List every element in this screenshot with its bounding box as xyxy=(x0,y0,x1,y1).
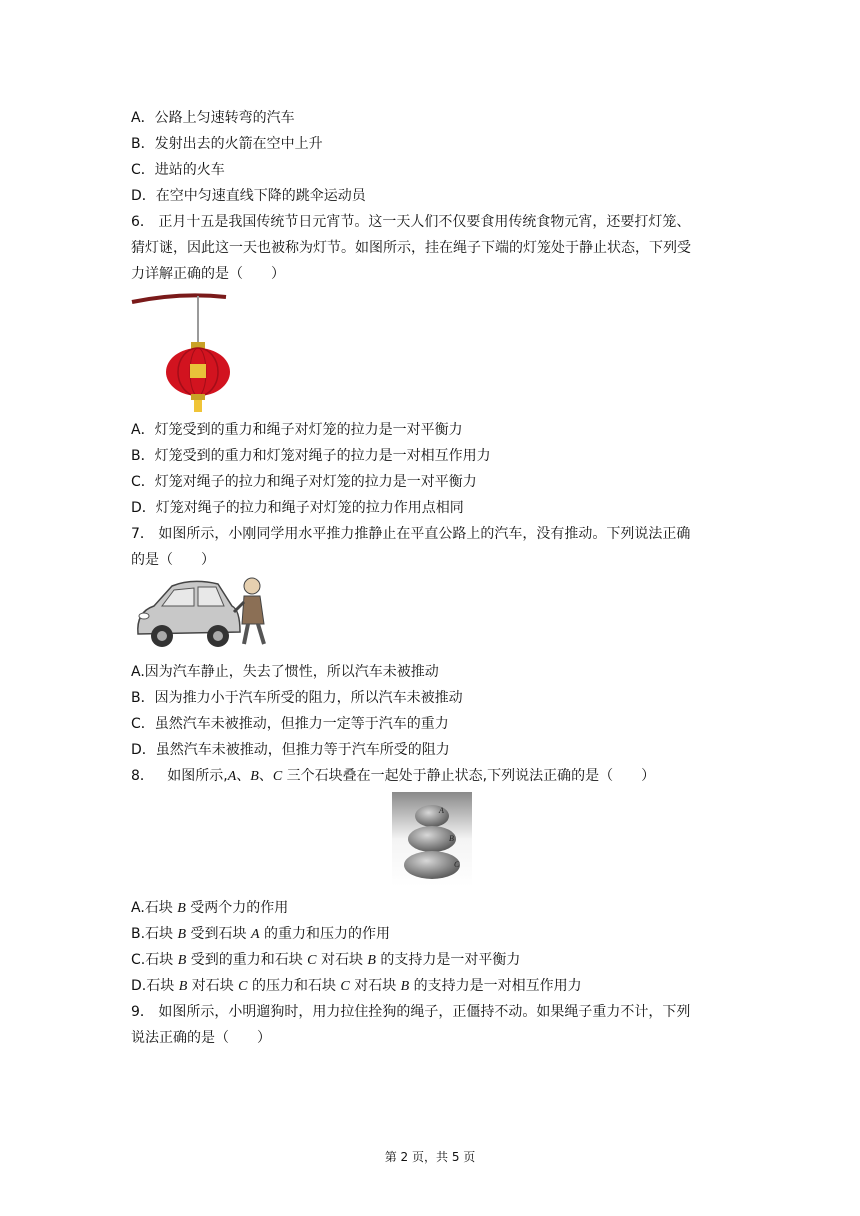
q8-optD-post: 的支持力是一对相互作用力 xyxy=(409,978,582,994)
q5-option-b: B．发射出去的火箭在空中上升 xyxy=(131,136,323,152)
q6-option-a: A．灯笼受到的重力和绳子对灯笼的拉力是一对平衡力 xyxy=(131,422,463,438)
q6-stem-line1: 6． 正月十五是我国传统节日元宵节。这一天人们不仅要食用传统食物元宵，还要打灯笼、 xyxy=(131,214,691,230)
q8-option-d xyxy=(131,976,582,997)
page-footer: 第 2 页，共 5 页 xyxy=(384,1150,476,1164)
car-push-figure xyxy=(132,572,274,652)
q8-stem xyxy=(131,766,655,787)
q6-option-b: B．灯笼受到的重力和灯笼对绳子的拉力是一对相互作用力 xyxy=(131,448,491,464)
q8-optD-pre: D.石块 xyxy=(131,978,179,994)
q8-optB-var1: B xyxy=(177,927,187,942)
q6-stem-line2: 猜灯谜，因此这一天也被称为灯节。如图所示，挂在绳子下端的灯笼处于静止状态，下列受 xyxy=(131,240,691,256)
q8-number: 8． xyxy=(131,768,154,784)
q8-stem-post: 三个石块叠在一起处于静止状态,下列说法正确的是（ ） xyxy=(282,768,656,784)
q8-option-b xyxy=(131,924,390,945)
q6-option-c: C．灯笼对绳子的拉力和绳子对灯笼的拉力是一对平衡力 xyxy=(131,474,477,490)
q7-option-a: A.因为汽车静止，失去了惯性，所以汽车未被推动 xyxy=(131,664,439,680)
q8-sep1: 、 xyxy=(236,768,251,784)
q8-option-c xyxy=(131,950,520,971)
q8-optA-post: 受两个力的作用 xyxy=(185,900,289,916)
q8-optC-pre: C.石块 xyxy=(131,952,178,968)
q8-optD-var4: B xyxy=(400,979,410,994)
q8-optC-mid2: 对石块 xyxy=(316,952,368,968)
stone-label-b: B xyxy=(449,834,454,843)
q8-optA-pre: A.石块 xyxy=(131,900,178,916)
q8-optD-mid1: 对石块 xyxy=(187,978,239,994)
q7-stem-line1: 7． 如图所示，小刚同学用水平推力推静止在平直公路上的汽车，没有推动。下列说法正确 xyxy=(131,526,691,542)
q8-stem-pre: 如图所示, xyxy=(167,768,228,784)
q7-option-d: D．虽然汽车未被推动，但推力等于汽车所受的阻力 xyxy=(131,742,450,758)
q8-optD-var3: C xyxy=(340,979,350,994)
q8-optA-var1: B xyxy=(177,901,186,916)
stone-label-c: C xyxy=(454,860,460,869)
stones-figure xyxy=(392,792,472,886)
q8-option-a xyxy=(131,898,288,919)
q8-optC-post: 的支持力是一对平衡力 xyxy=(375,952,521,968)
q6-stem-line3: 力详解正确的是（ ） xyxy=(131,266,285,282)
stone-label-a: A xyxy=(439,806,444,815)
q8-optB-mid: 受到石块 xyxy=(186,926,251,942)
q8-optC-var2: C xyxy=(307,953,317,968)
q8-optD-mid3: 对石块 xyxy=(349,978,401,994)
q8-sep2: 、 xyxy=(258,768,273,784)
q8-optD-mid2: 的压力和石块 xyxy=(247,978,341,994)
lantern-figure xyxy=(130,290,230,414)
q8-optB-post: 的重力和压力的作用 xyxy=(259,926,390,942)
q5-option-a: A．公路上匀速转弯的汽车 xyxy=(131,110,295,126)
q8-optC-var1: B xyxy=(177,953,187,968)
q5-option-d: D．在空中匀速直线下降的跳伞运动员 xyxy=(131,188,366,204)
q8-var-c: C xyxy=(272,769,283,784)
q8-optB-pre: B.石块 xyxy=(131,926,178,942)
q6-option-d: D．灯笼对绳子的拉力和绳子对灯笼的拉力作用点相同 xyxy=(131,500,464,516)
q5-option-c: C．进站的火车 xyxy=(131,162,225,178)
q9-stem-line1: 9． 如图所示，小明遛狗时，用力拉住拴狗的绳子，正僵持不动。如果绳子重力不计，下列 xyxy=(131,1004,691,1020)
q8-optD-var1: B xyxy=(178,979,188,994)
q8-var-a: A xyxy=(227,769,237,784)
q8-var-b: B xyxy=(250,769,259,784)
q7-option-c: C．虽然汽车未被推动，但推力一定等于汽车的重力 xyxy=(131,716,449,732)
q7-stem-line2: 的是（ ） xyxy=(131,552,215,568)
q8-optC-var3: B xyxy=(367,953,376,968)
q7-option-b: B．因为推力小于汽车所受的阻力，所以汽车未被推动 xyxy=(131,690,463,706)
q8-optC-mid1: 受到的重力和石块 xyxy=(186,952,308,968)
q8-optD-var2: C xyxy=(238,979,248,994)
q8-optB-var2: A xyxy=(250,927,260,942)
q9-stem-line2: 说法正确的是（ ） xyxy=(131,1030,271,1046)
